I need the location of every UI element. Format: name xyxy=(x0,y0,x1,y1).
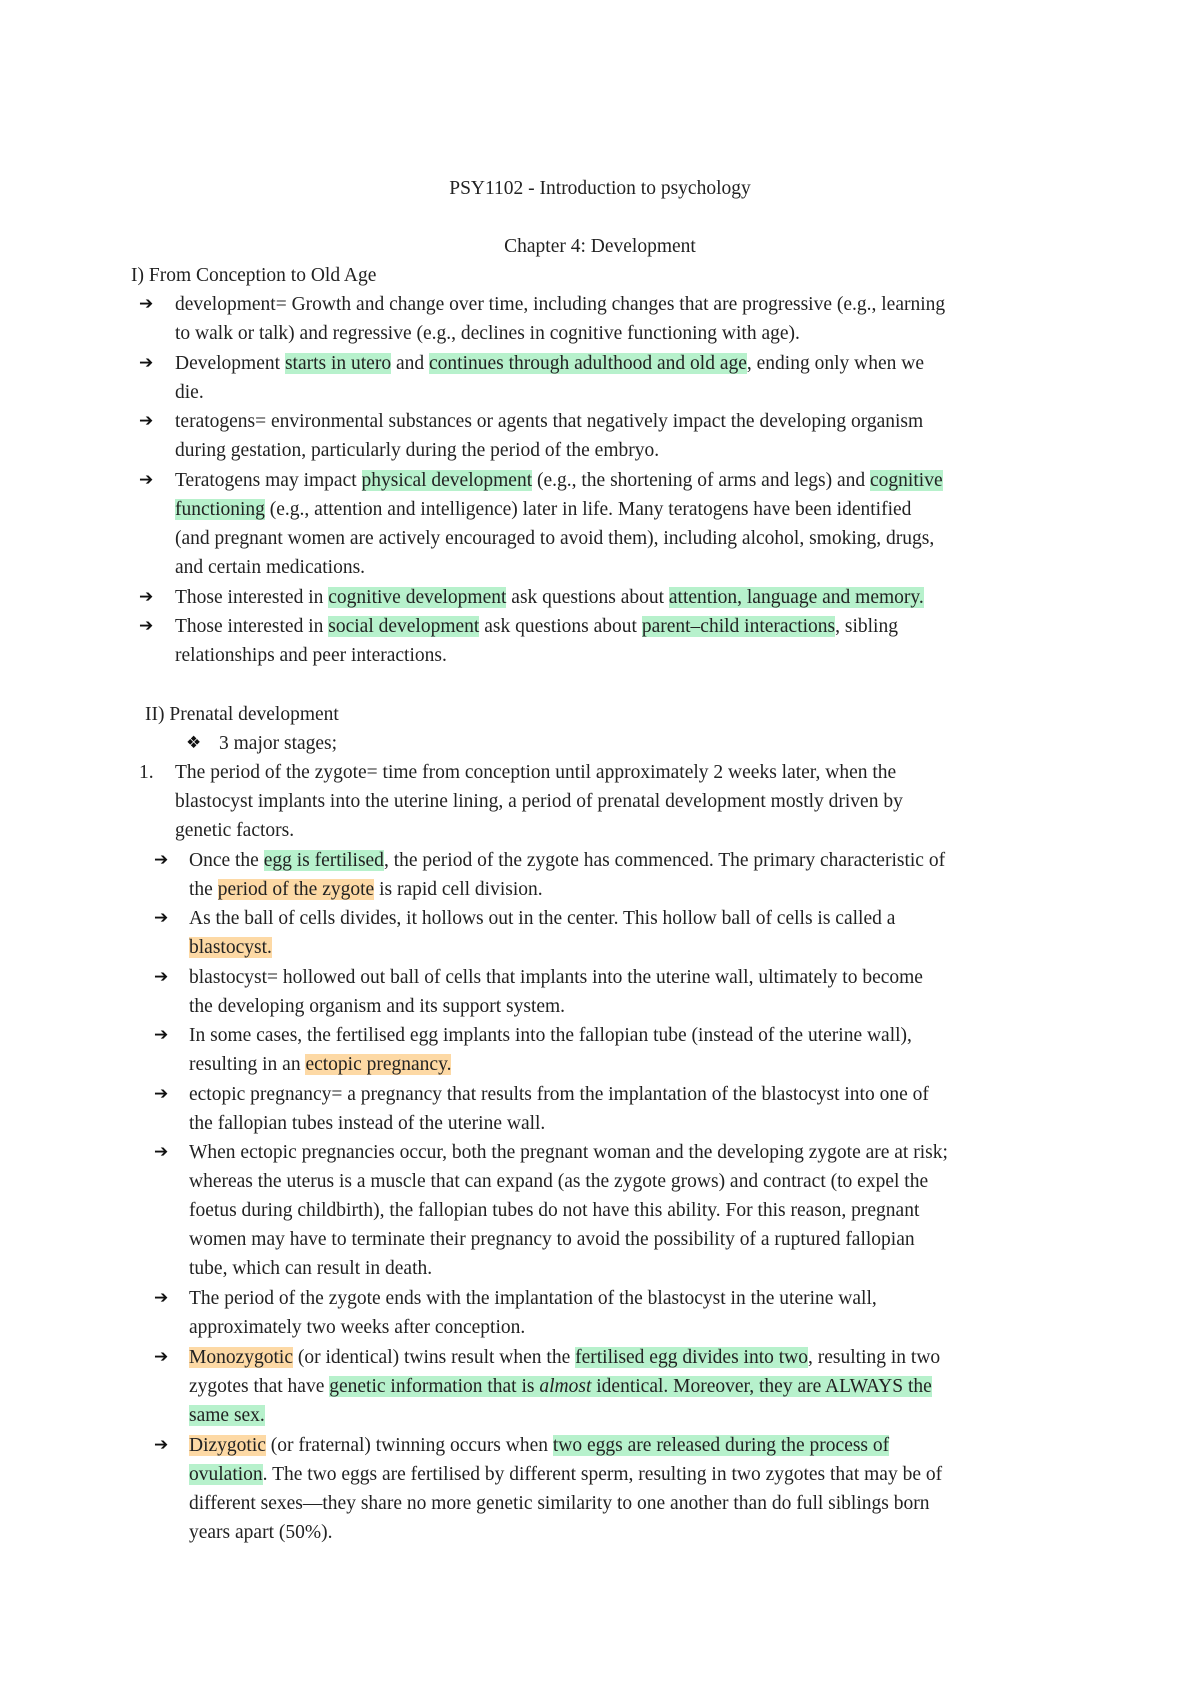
bullet-line xyxy=(175,495,911,524)
text-run: Teratogens may impact xyxy=(175,470,362,491)
sub-bullet-line: blastocyst= hollowed out ball of cells that implants into the uterine wall, ultimately to become xyxy=(189,967,923,988)
sub-bullet-line: the fallopian tubes instead of the uterine wall. xyxy=(189,1113,546,1134)
bullet-line xyxy=(175,466,943,495)
text-run: Those interested in xyxy=(175,616,329,637)
sub-bullet-line: women may have to terminate their pregnancy to avoid the possibility of a ruptured fallopian xyxy=(189,1229,915,1250)
arrow-right-icon: ➔ xyxy=(154,967,169,987)
text-run: genetic information that is xyxy=(329,1376,540,1397)
bullet-line: die. xyxy=(175,382,204,403)
course-title: PSY1102 - Introduction to psychology xyxy=(449,178,751,199)
bullet-line xyxy=(175,612,898,641)
sub-bullet-line xyxy=(189,933,272,962)
sub-bullet-line xyxy=(189,1431,889,1460)
arrow-right-icon: ➔ xyxy=(139,470,154,490)
arrow-right-icon: ➔ xyxy=(154,1142,169,1162)
text-run: (e.g., the shortening of arms and legs) and xyxy=(532,470,871,491)
highlight-orange: period of the zygote xyxy=(217,879,375,900)
sub-bullet-line: In some cases, the fertilised egg implants into the fallopian tube (instead of the uterine wall), xyxy=(189,1025,912,1046)
text-run: , sibling xyxy=(835,616,898,637)
bullet-line: relationships and peer interactions. xyxy=(175,645,447,666)
highlight-green: physical development xyxy=(361,470,533,491)
sub-bullet-line xyxy=(189,1460,942,1489)
text-run: and xyxy=(391,353,429,374)
text-run: Those interested in xyxy=(175,587,329,608)
text-run: identical. Moreover, they are ALWAYS the xyxy=(591,1376,932,1397)
text-run: ask questions about xyxy=(479,616,642,637)
sub-bullet-line: the developing organism and its support system. xyxy=(189,996,566,1017)
highlight-green: ovulation xyxy=(189,1464,263,1485)
bullet-line: (and pregnant women are actively encouraged to avoid them), including alcohol, smoking, drugs, xyxy=(175,528,935,549)
arrow-right-icon: ➔ xyxy=(139,294,154,314)
highlight-orange: Monozygotic xyxy=(189,1347,293,1368)
sub-bullet-line: whereas the uterus is a muscle that can expand (as the zygote grows) and contract (to expel the xyxy=(189,1171,929,1192)
text-run: the xyxy=(189,879,218,900)
highlight-green: social development xyxy=(328,616,480,637)
text-run: , ending only when we xyxy=(746,353,924,374)
bullet-line xyxy=(175,583,924,612)
sub-bullet-line: years apart (50%). xyxy=(189,1522,333,1543)
highlight-green xyxy=(329,1376,932,1397)
text-run: zygotes that have xyxy=(189,1376,330,1397)
diamond-bullet-icon: ❖ xyxy=(186,733,202,753)
arrow-right-icon: ➔ xyxy=(154,1288,169,1308)
bullet-line: teratogens= environmental substances or agents that negatively impact the developing organism xyxy=(175,411,924,432)
sub-bullet-line: foetus during childbirth), the fallopian tubes do not have this ability. For this reason, pregnant xyxy=(189,1200,920,1221)
highlight-green: continues through adulthood and old age xyxy=(429,353,747,374)
bullet-line: to walk or talk) and regressive (e.g., declines in cognitive functioning with age). xyxy=(175,323,800,344)
highlight-green: egg is fertilised xyxy=(263,850,384,871)
bullet-line: and certain medications. xyxy=(175,557,366,578)
text-run: ask questions about xyxy=(506,587,669,608)
bullet-line: development= Growth and change over time, including changes that are progressive (e.g., learning xyxy=(175,294,946,315)
arrow-right-icon: ➔ xyxy=(154,850,169,870)
highlight-orange: ectopic pregnancy. xyxy=(305,1054,452,1075)
sub-bullet-line: The period of the zygote ends with the implantation of the blastocyst in the uterine wall, xyxy=(189,1288,877,1309)
highlight-green: attention, language and memory. xyxy=(668,587,924,608)
arrow-right-icon: ➔ xyxy=(154,1347,169,1367)
sub-bullet-line: When ectopic pregnancies occur, both the pregnant woman and the developing zygote are at risk; xyxy=(189,1142,948,1163)
section-heading: II) Prenatal development xyxy=(145,704,339,725)
highlight-green: parent–child interactions xyxy=(641,616,836,637)
sub-bullet-line xyxy=(189,1343,940,1372)
highlight-green: same sex. xyxy=(189,1405,265,1426)
arrow-right-icon: ➔ xyxy=(154,1025,169,1045)
sub-bullet-line xyxy=(189,846,945,875)
text-run: (or identical) twins result when the xyxy=(292,1347,576,1368)
bullet-line: during gestation, particularly during the period of the embryo. xyxy=(175,440,660,461)
arrow-right-icon: ➔ xyxy=(139,411,154,431)
list-item-line: blastocyst implants into the uterine lining, a period of prenatal development mostly driven by xyxy=(175,791,903,812)
text-run: . The two eggs are fertilised by different sperm, resulting in two zygotes that may be of xyxy=(262,1464,943,1485)
highlight-green: two eggs are released during the process of xyxy=(552,1435,890,1456)
sub-bullet-line xyxy=(189,1401,265,1430)
text-run: is rapid cell division. xyxy=(374,879,543,900)
sub-bullet-line: ectopic pregnancy= a pregnancy that results from the implantation of the blastocyst into one of xyxy=(189,1084,929,1105)
arrow-right-icon: ➔ xyxy=(139,587,154,607)
highlight-green: cognitive development xyxy=(328,587,507,608)
arrow-right-icon: ➔ xyxy=(139,616,154,636)
highlight-green: fertilised egg divides into two xyxy=(575,1347,809,1368)
text-run: (e.g., attention and intelligence) later in life. Many teratogens have been identified xyxy=(264,499,912,520)
highlight-orange: blastocyst. xyxy=(189,937,272,958)
section-heading: I) From Conception to Old Age xyxy=(131,265,377,286)
list-item-line: The period of the zygote= time from conception until approximately 2 weeks later, when the xyxy=(175,762,897,783)
highlight-orange: Dizygotic xyxy=(189,1435,266,1456)
sub-bullet-line xyxy=(189,1050,451,1079)
sub-bullet-line: approximately two weeks after conception. xyxy=(189,1317,526,1338)
sub-bullet-line xyxy=(189,1372,932,1401)
text-run: , resulting in two xyxy=(808,1347,941,1368)
arrow-right-icon: ➔ xyxy=(139,353,154,373)
sub-bullet-line xyxy=(189,875,543,904)
arrow-right-icon: ➔ xyxy=(154,1084,169,1104)
arrow-right-icon: ➔ xyxy=(154,1435,169,1455)
text-run: resulting in an xyxy=(189,1054,306,1075)
list-number: 1. xyxy=(139,762,154,783)
list-item-line: genetic factors. xyxy=(175,820,295,841)
text-run: (or fraternal) twinning occurs when xyxy=(265,1435,553,1456)
chapter-title: Chapter 4: Development xyxy=(504,236,696,257)
highlight-green: starts in utero xyxy=(284,353,392,374)
sub-bullet-line: different sexes—they share no more genetic similarity to one another than do full siblings born xyxy=(189,1493,930,1514)
text-run: Once the xyxy=(189,850,264,871)
highlight-green: functioning xyxy=(175,499,265,520)
text-run: , the period of the zygote has commenced. The primary characteristic of xyxy=(383,850,946,871)
text-run: Development xyxy=(175,353,285,374)
sub-bullet-line: As the ball of cells divides, it hollows out in the center. This hollow ball of cells is called a xyxy=(189,908,896,929)
arrow-right-icon: ➔ xyxy=(154,908,169,928)
sub-bullet-line: tube, which can result in death. xyxy=(189,1258,433,1279)
stages-label: 3 major stages; xyxy=(219,733,338,754)
bullet-line xyxy=(175,349,924,378)
emphasis: almost xyxy=(539,1376,592,1397)
highlight-green: cognitive xyxy=(870,470,943,491)
